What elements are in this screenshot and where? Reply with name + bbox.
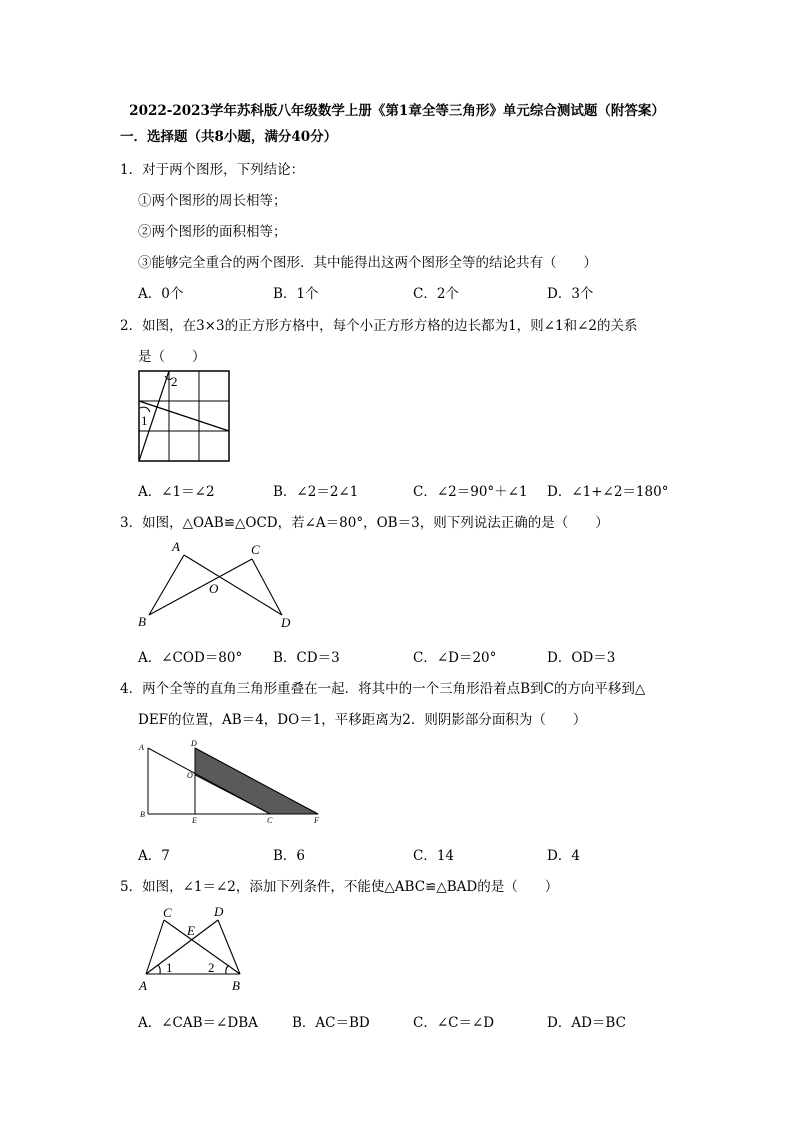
q2-grid-figure xyxy=(138,370,234,466)
q4-label-d: D xyxy=(191,739,197,748)
q5-option-b[interactable]: B．AC＝BD xyxy=(292,1015,370,1031)
q2-angle-2-label: 2 xyxy=(171,374,178,389)
q4-label-b: B xyxy=(140,810,145,819)
q4-label-c: C xyxy=(267,816,273,825)
q4-label-e: E xyxy=(192,816,197,825)
q3-option-a[interactable]: A．∠COD＝80° xyxy=(138,650,243,666)
q5-angle-2-label: 2 xyxy=(208,960,215,975)
q2-option-a[interactable]: A．∠1＝∠2 xyxy=(138,484,215,500)
q5-option-a[interactable]: A．∠CAB＝∠DBA xyxy=(138,1015,258,1031)
q2-stem-line2: 是（ ） xyxy=(138,349,206,365)
q1-option-b[interactable]: B．1个 xyxy=(273,286,319,302)
q1-stem: 1．对于两个图形，下列结论： xyxy=(120,162,305,178)
q4-translation-figure xyxy=(136,738,326,828)
q3-label-d: D xyxy=(281,615,291,630)
q3-option-d[interactable]: D．OD＝3 xyxy=(547,650,616,666)
q1-item-1: ①两个图形的周长相等； xyxy=(138,193,287,209)
q4-stem-line2: DEF的位置，AB＝4，DO＝1，平移距离为2．则阴影部分面积为（ ） xyxy=(138,712,587,728)
q2-option-d[interactable]: D．∠1+∠2＝180° xyxy=(547,484,669,500)
q3-stem: 3．如图，△OAB≌△OCD，若∠A＝80°，OB＝3，则下列说法正确的是（ ） xyxy=(120,515,609,531)
q1-item-3: ③能够完全重合的两个图形．其中能得出这两个图形全等的结论共有（ ） xyxy=(138,255,597,271)
q4-label-f: F xyxy=(314,816,319,825)
q1-option-a[interactable]: A．0个 xyxy=(138,286,184,302)
q4-label-o: O xyxy=(187,771,193,780)
q2-stem-line1: 2．如图，在3×3的正方形方格中，每个小正方形方格的边长都为1，则∠1和∠2的关系 xyxy=(120,318,638,334)
q1-option-c[interactable]: C．2个 xyxy=(413,286,459,302)
q5-label-d: D xyxy=(214,904,224,919)
q3-label-a: A xyxy=(172,539,180,554)
q1-item-2: ②两个图形的面积相等； xyxy=(138,224,287,240)
q4-option-d[interactable]: D．4 xyxy=(547,848,580,864)
q5-option-d[interactable]: D．AD＝BC xyxy=(547,1015,626,1031)
page-title: 2022-2023学年苏科版八年级数学上册《第1章全等三角形》单元综合测试题（附答案） xyxy=(129,103,665,119)
q5-label-c: C xyxy=(163,905,172,920)
q3-label-c: C xyxy=(251,542,260,557)
q3-bowtie-figure xyxy=(132,538,302,632)
q3-label-o: O xyxy=(209,581,219,596)
q2-angle-1-label: 1 xyxy=(141,413,148,428)
q5-stem: 5．如图，∠1＝∠2，添加下列条件，不能使△ABC≌△BAD的是（ ） xyxy=(120,879,559,895)
q3-option-b[interactable]: B．CD＝3 xyxy=(273,650,340,666)
q5-triangles-figure xyxy=(134,902,254,998)
q4-option-a[interactable]: A．7 xyxy=(138,848,170,864)
q4-stem-line1: 4．两个全等的直角三角形重叠在一起．将其中的一个三角形沿着点B到C的方向平移到△ xyxy=(120,681,646,697)
q1-option-d[interactable]: D．3个 xyxy=(547,286,594,302)
q4-label-a: A xyxy=(139,743,144,752)
q5-option-c[interactable]: C．∠C＝∠D xyxy=(413,1015,495,1031)
q5-label-e: E xyxy=(187,923,195,938)
q4-option-b[interactable]: B．6 xyxy=(273,848,306,864)
q5-label-b: B xyxy=(232,978,240,993)
q2-option-c[interactable]: C．∠2＝90°＋∠1 xyxy=(413,484,528,500)
q4-option-c[interactable]: C．14 xyxy=(413,848,455,864)
q3-label-b: B xyxy=(138,614,146,629)
section-heading: 一．选择题（共8小题，满分40分） xyxy=(120,129,338,145)
q5-label-a: A xyxy=(139,978,147,993)
q2-option-b[interactable]: B．∠2＝2∠1 xyxy=(273,484,359,500)
q3-option-c[interactable]: C．∠D＝20° xyxy=(413,650,497,666)
q5-angle-1-label: 1 xyxy=(166,960,173,975)
